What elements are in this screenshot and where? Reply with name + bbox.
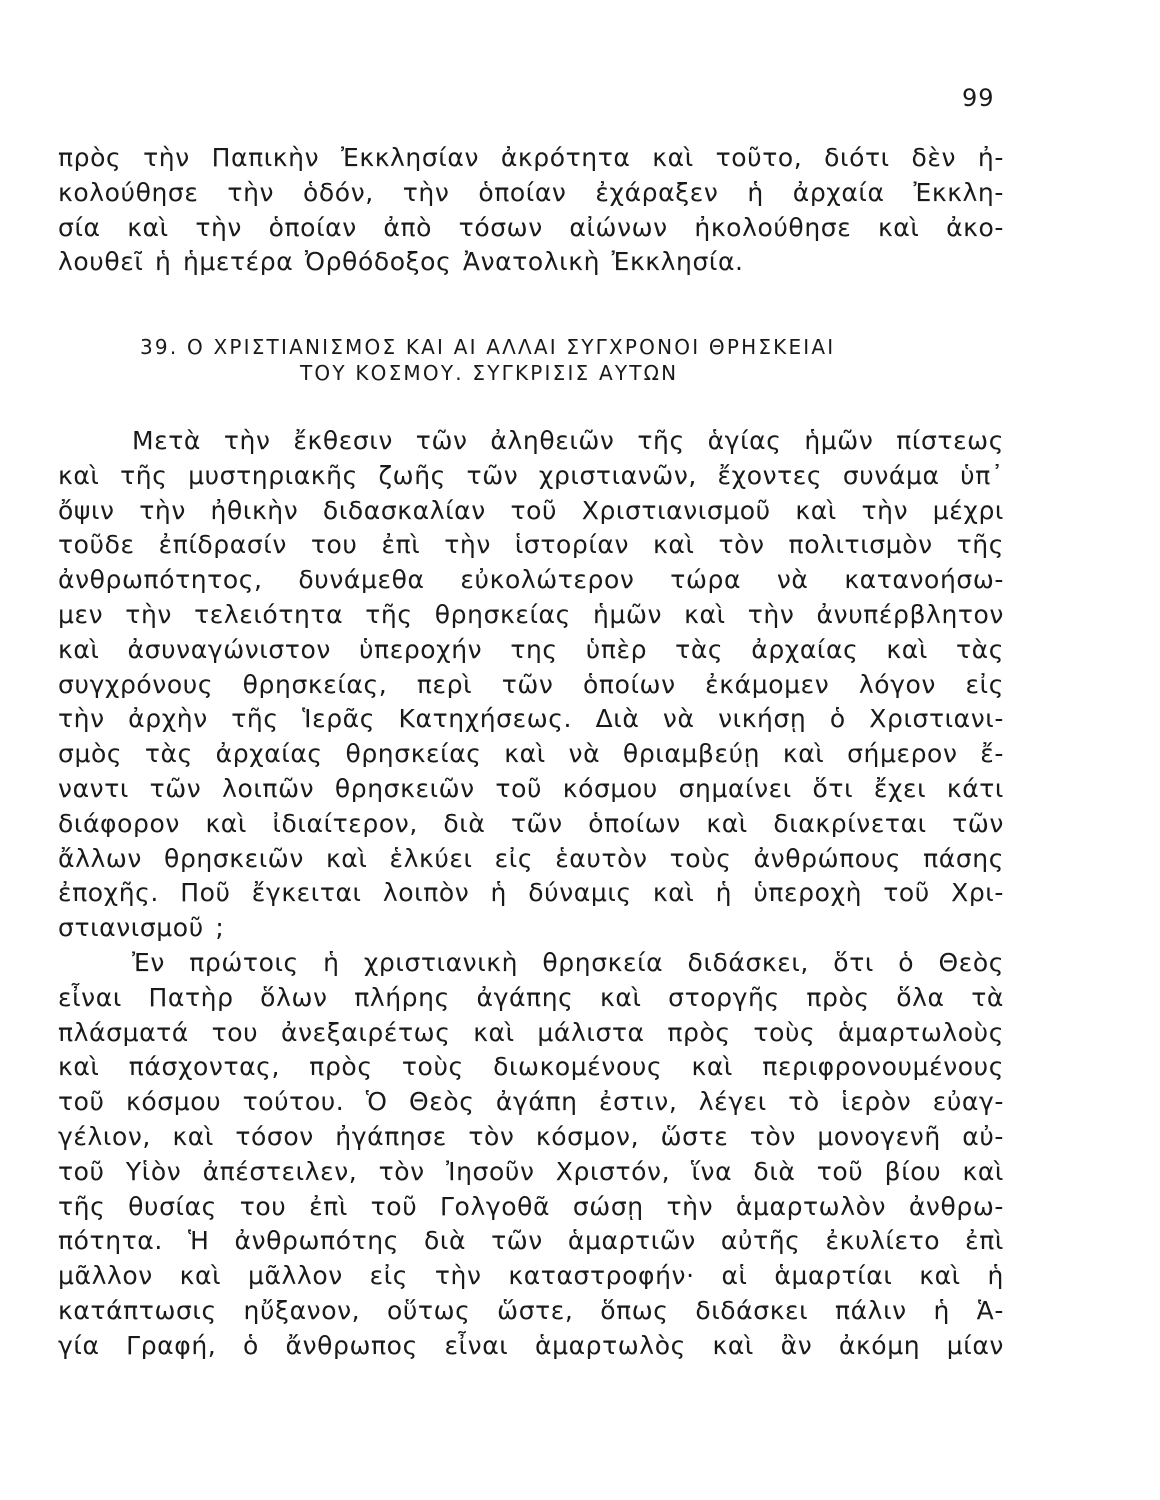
text-line: γία Γραφή, ὁ ἄνθρωπος εἶναι ἁμαρτωλὸς καὶ ἂν ἀκόμη μίαν xyxy=(58,1330,1004,1360)
text-line: διάφορον καὶ ἰδιαίτερον, διὰ τῶν ὁποίων καὶ διακρίνεται τῶν xyxy=(58,808,1004,838)
text-line: καὶ πάσχοντας, πρὸς τοὺς διωκομένους καὶ περιφρονουμένους xyxy=(58,1052,1004,1082)
text-line: καὶ τῆς μυστηριακῆς ζωῆς τῶν χριστιανῶν, ἔχοντες συνάμα ὑπ᾽ xyxy=(58,460,1004,490)
text-line: μεν τὴν τελειότητα τῆς θρησκείας ἡμῶν καὶ τὴν ἀνυπέρβλητον xyxy=(58,599,1004,629)
text-line: ὄψιν τὴν ἠθικὴν διδασκαλίαν τοῦ Χριστιανισμοῦ καὶ τὴν μέχρι xyxy=(58,495,1004,525)
text-line: σμὸς τὰς ἀρχαίας θρησκείας καὶ νὰ θριαμβεύῃ καὶ σήμερον ἔ- xyxy=(58,739,1004,769)
text-line: ἐποχῆς. Ποῦ ἔγκειται λοιπὸν ἡ δύναμις καὶ ἡ ὑπεροχὴ τοῦ Χρι- xyxy=(58,878,1004,908)
text-line: τὴν ἀρχὴν τῆς Ἱερᾶς Κατηχήσεως. Διὰ νὰ νικήσῃ ὁ Χριστιανι- xyxy=(58,704,1004,734)
text-line: τοῦ κόσμου τούτου. Ὁ Θεὸς ἀγάπη ἐστιν, λέγει τὸ ἱερὸν εὐαγ- xyxy=(58,1087,1004,1117)
text-line: ἄλλων θρησκειῶν καὶ ἑλκύει εἰς ἑαυτὸν τοὺς ἀνθρώπους πάσης xyxy=(58,843,1004,873)
section-heading-line: ΤΟΥ ΚΟΣΜΟΥ. ΣΥΓΚΡΙΣΙΣ ΑΥΤΩΝ xyxy=(300,361,679,385)
text-line: τοῦδε ἐπίδρασίν του ἐπὶ τὴν ἱστορίαν καὶ τὸν πολιτισμὸν τῆς xyxy=(58,530,1004,560)
text-line: σία καὶ τὴν ὁποίαν ἀπὸ τόσων αἰώνων ἠκολούθησε καὶ ἀκο- xyxy=(58,212,1004,242)
text-line: καὶ ἀσυναγώνιστον ὑπεροχήν της ὑπὲρ τὰς ἀρχαίας καὶ τὰς xyxy=(58,634,1004,664)
text-line: κολούθησε τὴν ὁδόν, τὴν ὁποίαν ἐχάραξεν ἡ ἀρχαία Ἐκκλη- xyxy=(58,177,1004,207)
text-line: Μετὰ τὴν ἔκθεσιν τῶν ἀληθειῶν τῆς ἁγίας ἡμῶν πίστεως xyxy=(132,426,1004,455)
intro-paragraph xyxy=(58,141,1004,280)
text-line: ναντι τῶν λοιπῶν θρησκειῶν τοῦ κόσμου σημαίνει ὅτι ἔχει κάτι xyxy=(58,773,1004,803)
text-line: μᾶλλον καὶ μᾶλλον εἰς τὴν καταστροφήν· αἱ ἁμαρτίαι καὶ ἡ xyxy=(58,1261,1004,1291)
text-line: λουθεῖ ἡ ἡμετέρα Ὀρθόδοξος Ἀνατολικὴ Ἐκκλησία. xyxy=(58,247,744,277)
page-number: 99 xyxy=(962,84,995,112)
text-line: γέλιον, καὶ τόσον ἠγάπησε τὸν κόσμον, ὥστε τὸν μονογενῆ αὐ- xyxy=(58,1121,1004,1151)
text-line: τοῦ Υἱὸν ἀπέστειλεν, τὸν Ἰησοῦν Χριστόν, ἵνα διὰ τοῦ βίου καὶ xyxy=(58,1156,1004,1186)
text-line: εἶναι Πατὴρ ὅλων πλήρης ἀγάπης καὶ στοργῆς πρὸς ὅλα τὰ xyxy=(58,982,1004,1012)
paragraph-2 xyxy=(58,946,1004,1364)
text-line: Ἐν πρώτοις ἡ χριστιανικὴ θρησκεία διδάσκει, ὅτι ὁ Θεὸς xyxy=(132,948,1004,977)
text-line: συγχρόνους θρησκείας, περὶ τῶν ὁποίων ἐκάμομεν λόγον εἰς xyxy=(58,669,1004,699)
text-line: κατάπτωσις ηὔξανον, οὕτως ὥστε, ὅπως διδάσκει πάλιν ἡ Ἁ- xyxy=(58,1295,1004,1325)
paragraph-1 xyxy=(58,424,1004,946)
text-line: πρὸς τὴν Παπικὴν Ἐκκλησίαν ἀκρότητα καὶ τοῦτο, διότι δὲν ἠ- xyxy=(58,143,1004,172)
section-heading-line: 39. Ο ΧΡΙΣΤΙΑΝΙΣΜΟΣ ΚΑΙ ΑΙ ΑΛΛΑΙ ΣΥΓΧΡΟΝΟΙ ΘΡΗΣΚΕΙΑΙ xyxy=(140,335,836,359)
text-line: ἀνθρωπότητος, δυνάμεθα εὐκολώτερον τώρα νὰ κατανοήσω- xyxy=(58,565,1004,595)
text-line: πότητα. Ἡ ἀνθρωπότης διὰ τῶν ἁμαρτιῶν αὐτῆς ἐκυλίετο ἐπὶ xyxy=(58,1226,1004,1256)
text-line: στιανισμοῦ ; xyxy=(58,913,225,943)
text-line: πλάσματά του ἀνεξαιρέτως καὶ μάλιστα πρὸς τοὺς ἁμαρτωλοὺς xyxy=(58,1017,1004,1047)
section-heading xyxy=(140,334,950,386)
text-line: τῆς θυσίας του ἐπὶ τοῦ Γολγοθᾶ σώσῃ τὴν ἁμαρτωλὸν ἀνθρω- xyxy=(58,1191,1004,1221)
